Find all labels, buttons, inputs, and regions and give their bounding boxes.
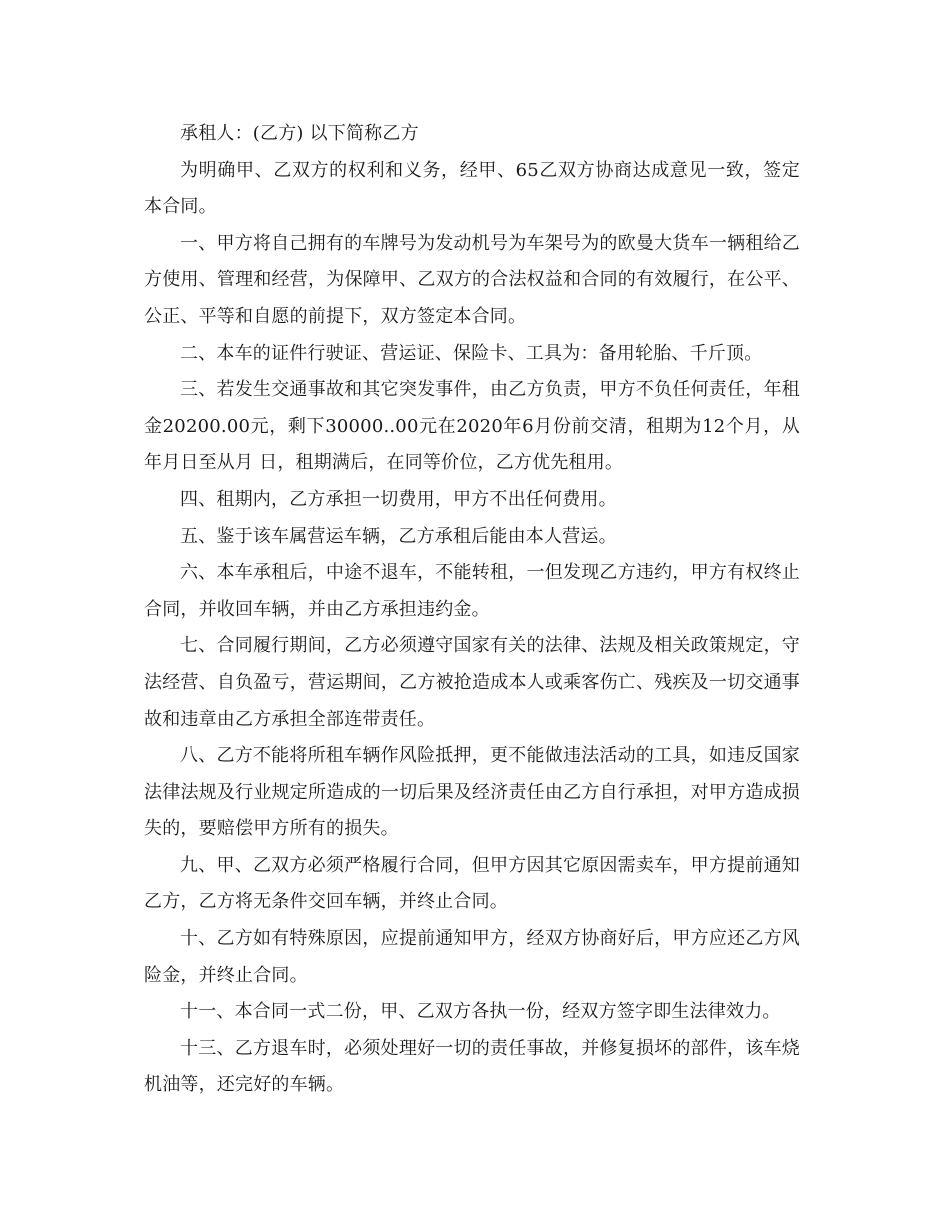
paragraph-clause-8: 八、乙方不能将所租车辆作风险抵押，更不能做违法活动的工具，如违反国家法律法规及行业规定所造成的一切后果及经济责任由乙方自行承担，对甲方造成损失的，要赔偿甲方所有的损失。 [144, 745, 800, 840]
paragraph-preamble: 为明确甲、乙双方的权利和义务，经甲、65乙双方协商达成意见一致，签定本合同。 [144, 159, 800, 218]
paragraph-clause-6: 六、本车承租后，中途不退车，不能转租，一但发现乙方违约，甲方有权终止合同，并收回车辆，并由乙方承担违约金。 [144, 562, 800, 620]
paragraph-clause-2: 二、本车的证件行驶证、营运证、保险卡、工具为：备用轮胎、千斤顶。 [180, 342, 763, 364]
paragraph-clause-1: 一、甲方将自己拥有的车牌号为发动机号为车架号为的欧曼大货车一辆租给乙方使用、管理和经营，为保障甲、乙双方的合法权益和合同的有效履行，在公平、公正、平等和自愿的前提下，双方签定本合同。 [144, 232, 800, 327]
paragraph-clause-9: 九、甲、乙双方必须严格履行合同，但甲方因其它原因需卖车，甲方提前通知乙方，乙方将无条件交回车辆，并终止合同。 [144, 854, 800, 913]
paragraph-clause-7: 七、合同履行期间，乙方必须遵守国家有关的法律、法规及相关政策规定，守法经营、自负盈亏，营运期间，乙方被抢造成本人或乘客伤亡、残疾及一切交通事故和违章由乙方承担全部连带责任。 [144, 635, 800, 730]
paragraph-clause-10: 十、乙方如有特殊原因，应提前通知甲方，经双方协商好后，甲方应还乙方风险金，并终止合同。 [144, 928, 800, 986]
paragraph-clause-5: 五、鉴于该车属营运车辆，乙方承租后能由本人营运。 [180, 525, 617, 547]
paragraph-clause-11: 十一、本合同一式二份，甲、乙双方各执一份，经双方签字即生法律效力。 [180, 1001, 781, 1023]
paragraph-clause-3: 三、若发生交通事故和其它突发事件，由乙方负责，甲方不负任何责任，年租金20200.00元，剩下30000..00元在2020年6月份前交清，租期为12个月，从年月日至从月 日，租期满后，在同等价位，乙方优先租用。 [144, 379, 800, 474]
document-body [144, 116, 800, 1104]
paragraph-clause-4: 四、租期内，乙方承担一切费用，甲方不出任何费用。 [180, 488, 617, 510]
paragraph-clause-13: 十三、乙方退车时，必须处理好一切的责任事故，并修复损坏的部件，该车烧机油等，还完好的车辆。 [144, 1037, 800, 1096]
paragraph-lessee: 承租人：(乙方) 以下简称乙方 [180, 123, 419, 144]
